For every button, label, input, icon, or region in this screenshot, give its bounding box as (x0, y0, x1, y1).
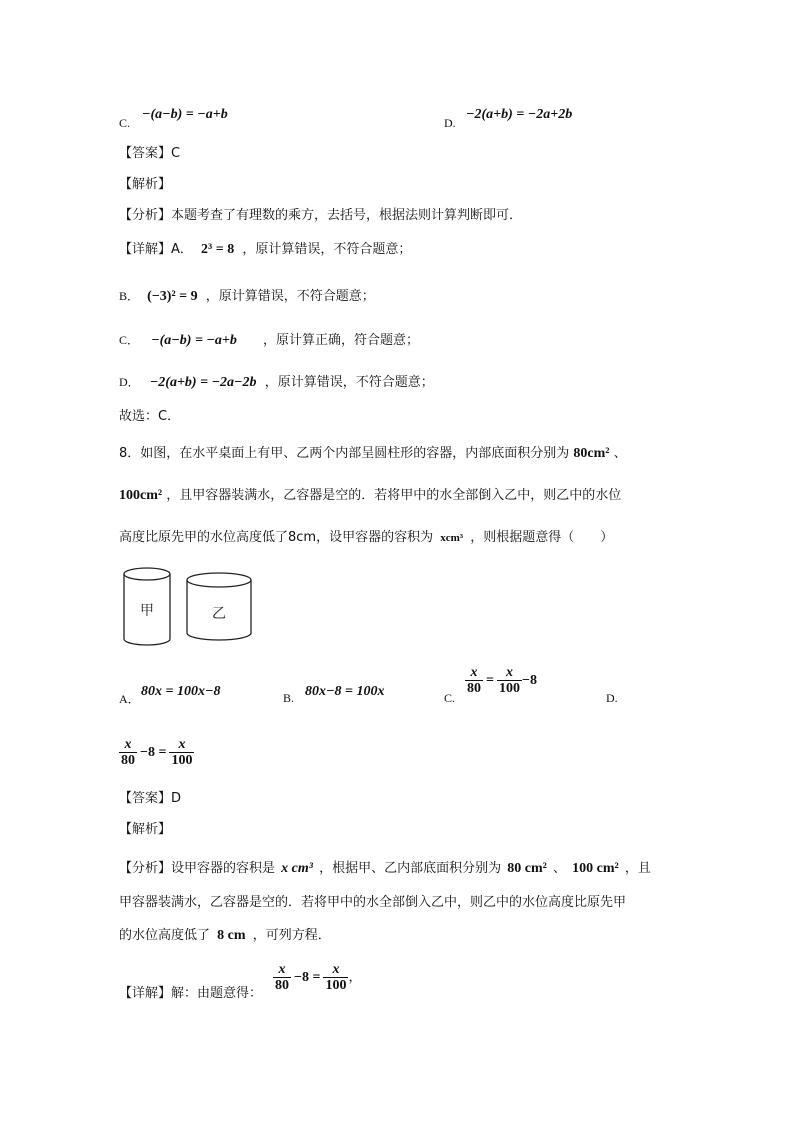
cylinder-yi-label: 乙 (212, 606, 226, 622)
fenxi-8-value-100: 100 cm² (572, 861, 619, 876)
option-c-label: C. (119, 116, 131, 130)
fraction-x-over-80: $\frac{x}{80}$ (467, 665, 481, 696)
q8-option-d-formula (119, 737, 194, 768)
q8-line-3-value: xcm³ (440, 532, 464, 544)
detail-8-formula (273, 962, 361, 993)
q8-option-c-formula (465, 665, 537, 696)
detail-d-formula: −2(a+b) = −2a−2b (149, 375, 257, 390)
option-d-label: D. (444, 116, 456, 130)
fenxi-8-value-volume: x cm³ (281, 861, 313, 876)
fenxi-8-line-2: 甲容器装满水，乙容器是空的．若将甲中的水全部倒入乙中，则乙中的水位高度比原先甲 (119, 895, 627, 910)
fenxi-8-text-c: 、 (552, 861, 566, 876)
option-c-formula: −(a−b) = −a+b (142, 107, 228, 122)
fenxi-8-text-f: ，可列方程． (252, 928, 331, 943)
fenxi-8-text-d: ，且 (624, 861, 651, 876)
detail-d-row (119, 376, 434, 390)
fraction-x-over-100: $\frac{x}{100}$ (498, 665, 520, 696)
q8-option-d-label: D. (606, 691, 618, 705)
q8-option-c-label: C. (444, 691, 456, 705)
detail-b-text: ，原计算错误，不符合题意； (205, 289, 375, 304)
fenxi-8-line-1 (119, 862, 651, 876)
fenxi-8-value-8cm: 8 cm (217, 928, 246, 943)
q8-line-3-text: 高度比原先甲的水位高度低了8cm，设甲容器的容积为 (119, 530, 434, 545)
equals-sign: = (486, 672, 494, 688)
q8-option-a-label: A． (119, 692, 140, 706)
detail-prefix-7: 【详解】A． (119, 242, 193, 257)
minus-eight-equals: −8 = (140, 744, 167, 760)
answer-7: 【答案】C (119, 146, 181, 161)
q8-option-b-label: B. (283, 691, 295, 705)
q8-line-2-value: 100cm² (119, 488, 163, 503)
detail-8-prefix: 【详解】解：由题意得： (119, 986, 263, 1001)
q8-option-a-formula: 80x = 100x−8 (141, 684, 221, 699)
detail-c-formula: −(a−b) = −a+b (151, 333, 237, 348)
detail-b-row (119, 290, 375, 304)
fraction-x-over-80: $\frac{x}{80}$ (275, 962, 289, 993)
analysis-head-8: 【解析】 (119, 822, 172, 837)
q8-line-3 (119, 531, 613, 544)
analysis-head-7: 【解析】 (119, 177, 172, 192)
cylinder-jia-label: 甲 (140, 603, 154, 619)
detail-a-formula: 2³ = 8 (201, 242, 235, 257)
detail-a-text: ，原计算错误，不符合题意； (242, 242, 412, 257)
fraction-x-over-100: $\frac{x}{100}$ (171, 737, 193, 768)
detail-c-row (119, 334, 419, 348)
fenxi-7: 【分析】本题考查了有理数的乘方，去括号，根据法则计算判断即可． (119, 208, 523, 223)
fraction-x-over-80: $\frac{x}{80}$ (121, 737, 135, 768)
minus-eight: −8 (521, 672, 537, 688)
detail-d-label: D． (119, 375, 140, 389)
q8-line-1-text: 8．如图，在水平桌面上有甲、乙两个内部呈圆柱形的容器，内部底面积分别为 (119, 446, 570, 461)
q8-line-2-text: ，且甲容器装满水，乙容器是空的．若将甲中的水全部倒入乙中，则乙中的水位 (166, 488, 622, 503)
fraction-x-over-100: $\frac{x}{100}$ (325, 962, 347, 993)
q8-line-2 (119, 489, 621, 503)
detail-b-label: B． (119, 289, 140, 303)
fenxi-8-text-e: 的水位高度低了 (119, 928, 211, 943)
fenxi-8-line-3 (119, 929, 331, 943)
detail-d-text: ，原计算错误，不符合题意； (264, 375, 434, 390)
q8-line-3-end: ，则根据题意得（ ） (470, 530, 614, 545)
answer-8: 【答案】D (119, 791, 182, 806)
minus-eight-equals: −8 = (294, 969, 321, 985)
option-d-formula: −2(a+b) = −2a+2b (466, 107, 573, 122)
fenxi-8-text-a: 【分析】设甲容器的容积是 (119, 861, 276, 876)
q8-option-b-formula: 80x−8 = 100x (305, 684, 385, 699)
q8-line-1-value: 80cm² (573, 446, 610, 461)
detail-c-label: C． (119, 333, 140, 347)
detail-b-formula: (−3)² = 9 (147, 289, 198, 304)
q8-line-1 (119, 447, 627, 461)
detail-c-text: ，原计算正确，符合题意； (263, 333, 420, 348)
q8-line-1-end: 、 (613, 446, 627, 461)
detail-8-end: ， (348, 970, 362, 985)
fenxi-8-value-80: 80 cm² (507, 861, 547, 876)
fenxi-8-text-b: ，根据甲、乙内部底面积分别为 (319, 861, 502, 876)
detail-a-row (119, 243, 411, 257)
conclusion-7: 故选：C． (119, 409, 181, 424)
cylinders-figure (118, 563, 268, 649)
